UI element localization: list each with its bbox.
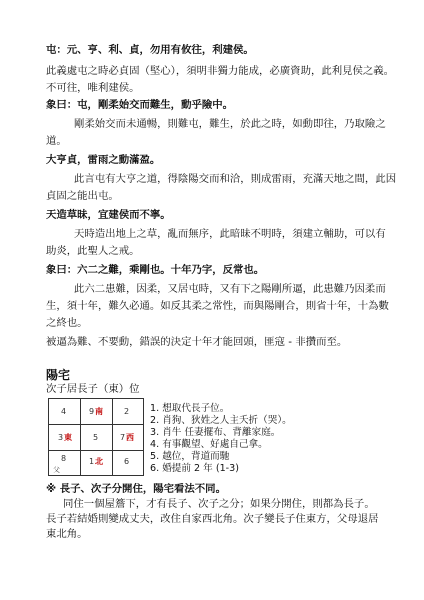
grid-cell-bottom-left: 8: [61, 454, 67, 463]
text-line-6: 道。: [46, 135, 67, 147]
note-line-3: 東北角。: [46, 528, 88, 540]
list-item: 6. 婚提前 2 年 (1-3): [150, 463, 239, 474]
grid-cell-bottom-left-tag: 父: [53, 466, 60, 474]
text-line-12: 助炎，此聖人之戒。: [46, 245, 140, 257]
note-heading: ※ 長子、次子分開住，陽宅看法不同。: [46, 483, 226, 495]
grid-divider: [49, 450, 143, 451]
grid-cell-bottom-center-direction: 北: [95, 457, 103, 466]
grid-cell-top-left: 4: [61, 407, 67, 416]
grid-cell-middle-right-number: 7: [120, 433, 126, 442]
text-line-5: 剛柔始交而未通暢，則難屯，難生，於此之時，如動即往，乃取險之: [74, 118, 386, 130]
section-title: 陽宅: [46, 368, 71, 382]
grid-cell-middle-left-direction: 東: [64, 433, 72, 442]
grid-cell-center: 5: [93, 433, 99, 442]
list-item: 2. 肖狗、狄姓之人主夭折（哭）。: [150, 415, 292, 426]
section-subtitle: 次子居長子（東）位: [46, 383, 140, 395]
text-line-7: 大亨貞，雷雨之動滿盈。: [46, 154, 161, 166]
grid-cell-top-center-direction: 南: [95, 407, 103, 416]
grid-cell-top-center-number: 9: [89, 407, 95, 416]
grid-cell-middle-left-number: 3: [58, 433, 64, 442]
text-line-11: 天時造出地上之草，亂而無序，此暗昧不明時，須建立輔助，可以有: [74, 228, 386, 240]
list-item: 5. 越位，背道而馳: [150, 451, 230, 462]
text-line-1: 屯：元、亨、利、貞，勿用有攸往，利建侯。: [46, 44, 254, 56]
list-item: 1. 想取代長子位。: [150, 403, 230, 414]
text-line-2: 此義處屯之時必貞固（堅心），須明非獨力能成，必廣資助，此利見侯之義。: [46, 65, 395, 77]
grid-cell-top-right: 2: [124, 407, 130, 416]
grid-divider: [112, 399, 113, 475]
text-line-8: 此言屯有大亨之道，得陰陽交而和洽，則成雷雨，充滿天地之間，此因: [74, 173, 397, 185]
text-line-3: 不可往，唯利建侯。: [46, 82, 140, 94]
text-line-4: 象曰：屯，剛柔始交而難生，動乎險中。: [46, 99, 234, 111]
text-line-13: 象曰：六二之難，乘剛也。十年乃字，反常也。: [46, 264, 265, 276]
text-line-15: 生，須十年，難久必通。如反其柔之常性，而與陽剛合，則省十年，十為數: [46, 300, 389, 312]
list-item: 4. 有事觀望、好處自己拿。: [150, 439, 268, 450]
grid-cell-middle-right-direction: 西: [126, 433, 134, 442]
note-line-2: 長子若結婚則變成丈夫，改住自家西北角。次子變長子住東方，父母退居: [46, 513, 379, 525]
text-line-17: 被逼為難、不要動，錯誤的決定十年才能回頭，匪寇 - 非攢而至。: [46, 336, 348, 348]
text-line-10: 天造草昧，宜建侯而不寧。: [46, 209, 171, 221]
text-line-16: 之終也。: [46, 317, 88, 329]
note-line-1: 同住一個屋簷下，才有長子、次子之分；如果分開住，則都為長子。: [63, 498, 375, 510]
grid-cell-bottom-center-number: 1: [89, 457, 95, 466]
text-line-9: 貞固之能出屯。: [46, 190, 119, 202]
house-direction-grid: [48, 398, 144, 476]
grid-cell-bottom-right: 6: [124, 457, 130, 466]
grid-divider: [80, 399, 81, 475]
list-item: 3. 肖牛 任妻擺布、背離家庭。: [150, 427, 281, 438]
grid-divider: [49, 424, 143, 425]
text-line-14: 此六二患難，因柔，又居屯時，又有下之陽剛所逼，此患難乃因柔而: [74, 283, 386, 295]
